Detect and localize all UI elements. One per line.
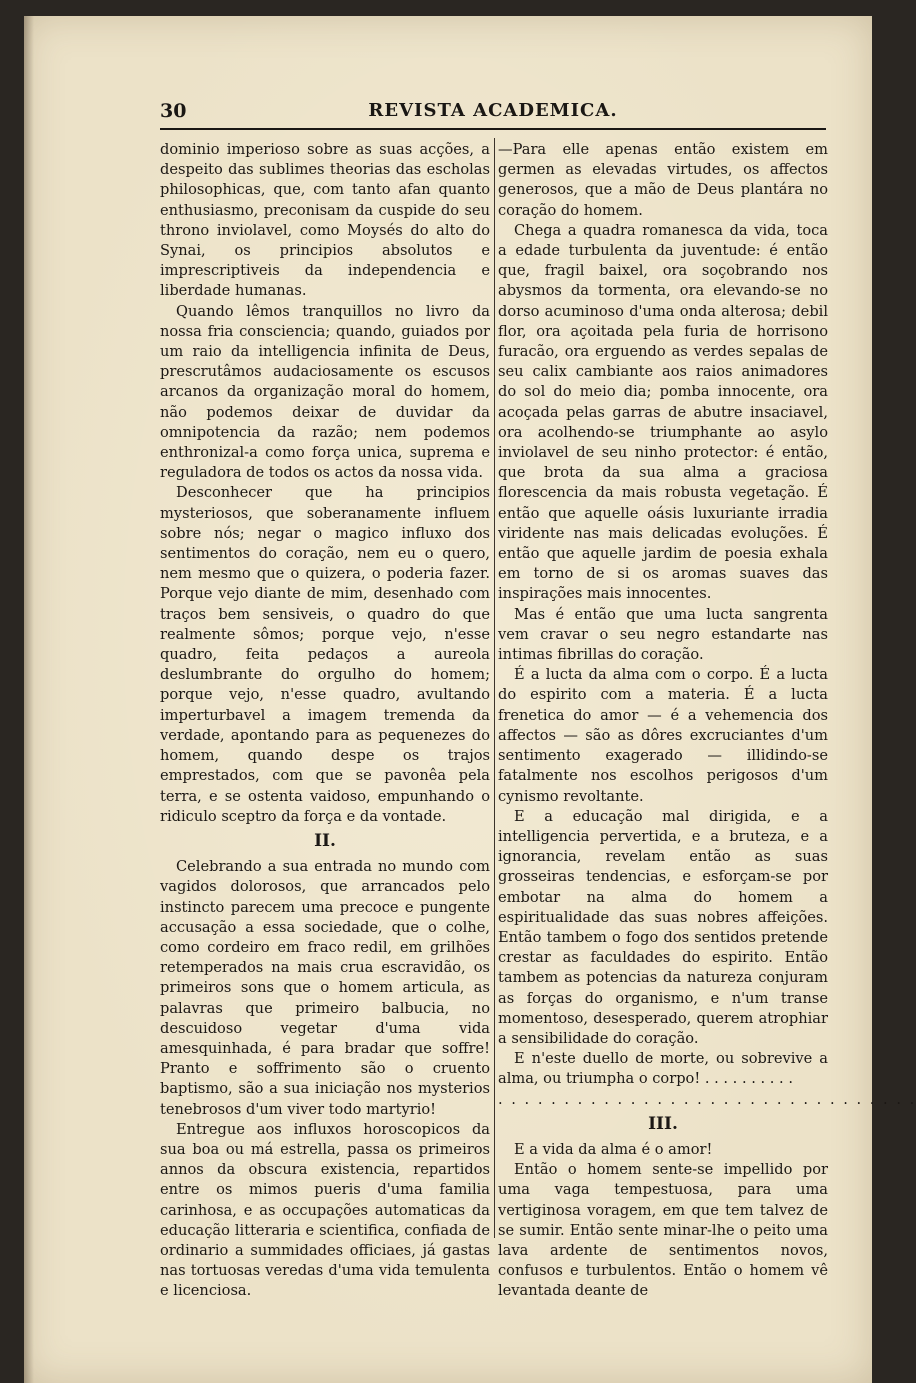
- left-column: [160, 140, 490, 1300]
- paragraph: Mas é então que uma lucta sangrenta vem cravar o seu negro estandarte nas intimas fibrillas do coração.: [498, 605, 828, 664]
- paragraph: Desconhecer que ha principios mysteriosos, que soberanamente influem sobre nós; negar o magico influxo dos sentimentos do coração, nem eu o quero, nem mesmo que o quizera, o poderia fazer. Porque vejo diante de mim, desenhado com traços bem sensiveis, o quadro do que realmente sômos; porque vejo, n'esse quadro, feita pedaços a aureola deslumbrante do orgulho do homem; porque vejo, n'esse quadro, avultando imperturbavel a imagem tremenda da verdade, apontando para as pequenezes do homem, quando despe os trajos emprestados, com que se pavonêa pela terra, e se ostenta vaidoso, empunhando o ridiculo sceptro da força e da vontade.: [160, 484, 490, 825]
- column-divider: [494, 138, 495, 1238]
- section-heading-iii: III.: [648, 1113, 678, 1134]
- paragraph: Quando lêmos tranquillos no livro da nossa fria consciencia; quando, guiados por um raio da intelligencia infinita de Deus, prescrutâmos audaciosamente os escusos arcanos da organização moral do homem, não podemos deixar de duvidar da omnipotencia da razão; nem podemos enthronizal-a como força unica, suprema e reguladora de todos os actos da nossa vida.: [160, 302, 490, 482]
- running-title: REVISTA ACADEMICA.: [368, 100, 618, 121]
- section-heading-ii: II.: [314, 830, 336, 851]
- right-column: [498, 140, 916, 1300]
- page-gutter-shadow: [24, 16, 34, 1383]
- paragraph: E a educação mal dirigida, e a intelligencia pervertida, e a bruteza, e a ignorancia, revelam então as suas grosseiras tendencias, e esforçam-se por embotar na alma do homem a espiritualidade das suas nobres affeições. Então tambem o fogo dos sentidos pretende crestar as faculdades do espirito. Então tambem as potencias da natureza conjuram as forças do organismo, e n'um transe momentoso, desesperado, querem atrophiar a sensibilidade do coração.: [498, 807, 828, 1047]
- paragraph: Então o homem sente-se impellido por uma vaga tempestuosa, para uma vertiginosa voragem, em que tem talvez de se sumir. Então sente minar-lhe o peito uma lava ardente de sentimentos novos, confusos e turbulentos. Então o homem vê levantada deante de: [498, 1161, 828, 1300]
- paragraph: Celebrando a sua entrada no mundo com vagidos dolorosos, que arrancados pelo instincto parecem uma precoce e pungente accusação a essa sociedade, que o colhe, como cordeiro em fraco redil, em grilhões retemperados na mais crua escravidão, os primeiros sons que o homem articula, as palavras que primeiro balbucia, no descuidoso vegetar d'uma vida amesquinhada, é para bradar que soffre! Pranto e soffrimento são o cruento baptismo, são a sua iniciação nos mysterios tenebrosos d'um viver todo martyrio!: [160, 858, 490, 1118]
- paragraph: E n'este duello de morte, ou sobrevive a alma, ou triumpha o corpo! . . . . . . . . . .: [498, 1050, 828, 1088]
- page-header: [160, 100, 826, 130]
- page-number: 30: [160, 100, 187, 122]
- paragraph: É a lucta da alma com o corpo. É a lucta do espirito com a materia. É a lucta frenetica do amor — é a vehemencia dos affectos — são as dôres excruciantes d'um sentimento exagerado — illidindo-se fatalmente nos escolhos perigosos d'um cynismo revoltante.: [498, 666, 828, 805]
- paragraph: Entregue aos influxos horoscopicos da sua boa ou má estrella, passa os primeiros annos da obscura existencia, repartidos entre os mimos pueris d'uma familia carinhosa, e as occupações automaticas da educação litteraria e scientifica, confiada de ordinario a summidades officiaes, já gastas nas tortuosas veredas d'uma vida temulenta e licenciosa.: [160, 1120, 490, 1300]
- paragraph: dominio imperioso sobre as suas acções, a despeito das sublimes theorias das escholas philosophicas, que, com tanto afan quanto enthusiasmo, preconisam da cuspide do seu throno inviolavel, como Moysés do alto do Synai, os principios absolutos e imprescriptiveis da independencia e liberdade humanas.: [160, 141, 490, 300]
- ellipsis-line: . . . . . . . . . . . . . . . . . . . . . . . . . . . . . . . .: [498, 1090, 916, 1108]
- paragraph: E a vida da alma é o amor!: [514, 1140, 713, 1158]
- paragraph: —Para elle apenas então existem em germen as elevadas virtudes, os affectos generosos, que a mão de Deus plantára no coração do homem.: [498, 141, 828, 219]
- paragraph: Chega a quadra romanesca da vida, toca a edade turbulenta da juventude: é então que, fragil baixel, ora soçobrando nos abysmos da tormenta, ora elevando-se no dorso acuminoso d'uma onda alterosa; debil flor, ora açoitada pela furia de horrisono furacão, ora erguendo as verdes sepalas de seu calix cambiante aos raios animadores do sol do meio dia; pomba innocente, ora acoçada pelas garras de abutre insaciavel, ora acolhendo-se triumphante ao asylo inviolavel de seu ninho protector: é então, que brota da sua alma a graciosa florescencia da mais robusta vegetação. É então que aquelle oásis luxuriante irradia viridente nas mais delicadas evoluções. É então que aquelle jardim de poesia exhala em torno de si os aromas suaves das inspirações mais innocentes.: [498, 221, 828, 603]
